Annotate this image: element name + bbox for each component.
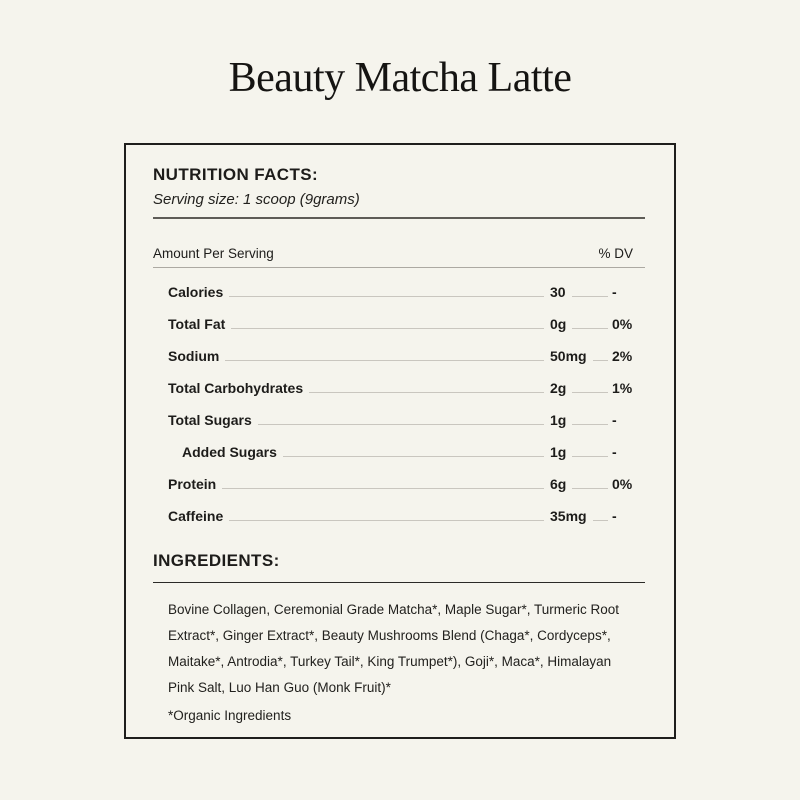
leader-line <box>222 488 544 490</box>
leader-line <box>229 296 544 298</box>
divider-light <box>153 267 645 268</box>
amount-cell <box>550 476 612 493</box>
nutrition-table-header <box>153 246 645 262</box>
leader-line <box>572 424 608 426</box>
amount-cell <box>550 284 612 301</box>
organic-note: *Organic Ingredients <box>168 708 292 724</box>
leader-line <box>309 392 544 394</box>
leader-line <box>572 328 608 330</box>
divider-ingredients <box>153 582 645 583</box>
nutrition-row-protein <box>153 474 645 492</box>
nutrition-row-total-carbohydrates <box>153 378 645 396</box>
serving-size-text: Serving size: 1 scoop (9grams) <box>153 190 360 208</box>
leader-line <box>593 520 608 522</box>
leader-line <box>572 296 608 298</box>
amount-per-serving-header: Amount Per Serving <box>153 246 274 262</box>
nutrient-dv: 2% <box>612 347 633 364</box>
nutrient-amount: 1g <box>550 411 567 428</box>
leader-line <box>258 424 544 426</box>
nutrient-amount: 50mg <box>550 347 587 364</box>
ingredients-text: Bovine Collagen, Ceremonial Grade Matcha*, Maple Sugar*, Turmeric Root Extract*, Ginger Extract*, Beauty Mushrooms Blend (Chaga*, Cordyceps*, Maitake*, Antrodia*, Turkey Tail*, King Trumpet*), Goji*, Maca*, Himalayan Pink Salt, Luo Han Guo (Monk Fruit)* <box>168 602 619 696</box>
leader-line <box>229 520 544 522</box>
nutrient-dv: 0% <box>612 475 633 492</box>
nutrient-dv: - <box>612 507 617 524</box>
nutrition-facts-heading: NUTRITION FACTS: <box>153 165 319 184</box>
nutrition-rows <box>153 282 645 524</box>
nutrient-name: Total Sugars <box>168 411 252 428</box>
nutrient-name: Caffeine <box>168 507 224 524</box>
amount-cell <box>550 412 612 429</box>
amount-cell <box>550 316 612 333</box>
page-title: Beauty Matcha Latte <box>228 55 572 101</box>
amount-cell <box>550 508 612 525</box>
nutrient-amount: 2g <box>550 379 567 396</box>
amount-cell <box>550 444 612 461</box>
ingredients-heading: INGREDIENTS: <box>153 551 280 571</box>
nutrition-row-total-fat <box>153 314 645 332</box>
leader-line <box>572 488 608 490</box>
nutrition-row-caffeine <box>153 506 645 524</box>
nutrient-amount: 1g <box>550 443 567 460</box>
leader-line <box>572 392 608 394</box>
nutrient-dv: 1% <box>612 379 633 396</box>
nutrient-name: Protein <box>168 475 217 492</box>
nutrient-amount: 30 <box>550 283 566 300</box>
leader-line <box>225 360 544 362</box>
nutrient-dv: - <box>612 443 617 460</box>
leader-line <box>231 328 544 330</box>
nutrient-name: Total Fat <box>168 315 226 332</box>
nutrient-amount: 6g <box>550 475 567 492</box>
leader-line <box>572 456 608 458</box>
amount-cell <box>550 380 612 397</box>
nutrient-name: Total Carbohydrates <box>168 379 304 396</box>
nutrition-row-total-sugars <box>153 410 645 428</box>
divider-dark <box>153 217 645 219</box>
nutrient-name: Sodium <box>168 347 220 364</box>
nutrient-dv: - <box>612 283 617 300</box>
amount-cell <box>550 348 612 365</box>
nutrient-name: Calories <box>168 283 224 300</box>
nutrient-dv: - <box>612 411 617 428</box>
nutrient-amount: 35mg <box>550 507 587 524</box>
percent-dv-header: % DV <box>598 246 633 262</box>
leader-line <box>593 360 608 362</box>
nutrient-amount: 0g <box>550 315 567 332</box>
nutrition-row-sodium <box>153 346 645 364</box>
leader-line <box>283 456 544 458</box>
nutrient-name: Added Sugars <box>182 443 277 460</box>
nutrient-dv: 0% <box>612 315 633 332</box>
nutrition-row-added-sugars <box>153 442 645 460</box>
nutrition-row-calories <box>153 282 645 300</box>
nutrition-label-box <box>124 143 676 739</box>
